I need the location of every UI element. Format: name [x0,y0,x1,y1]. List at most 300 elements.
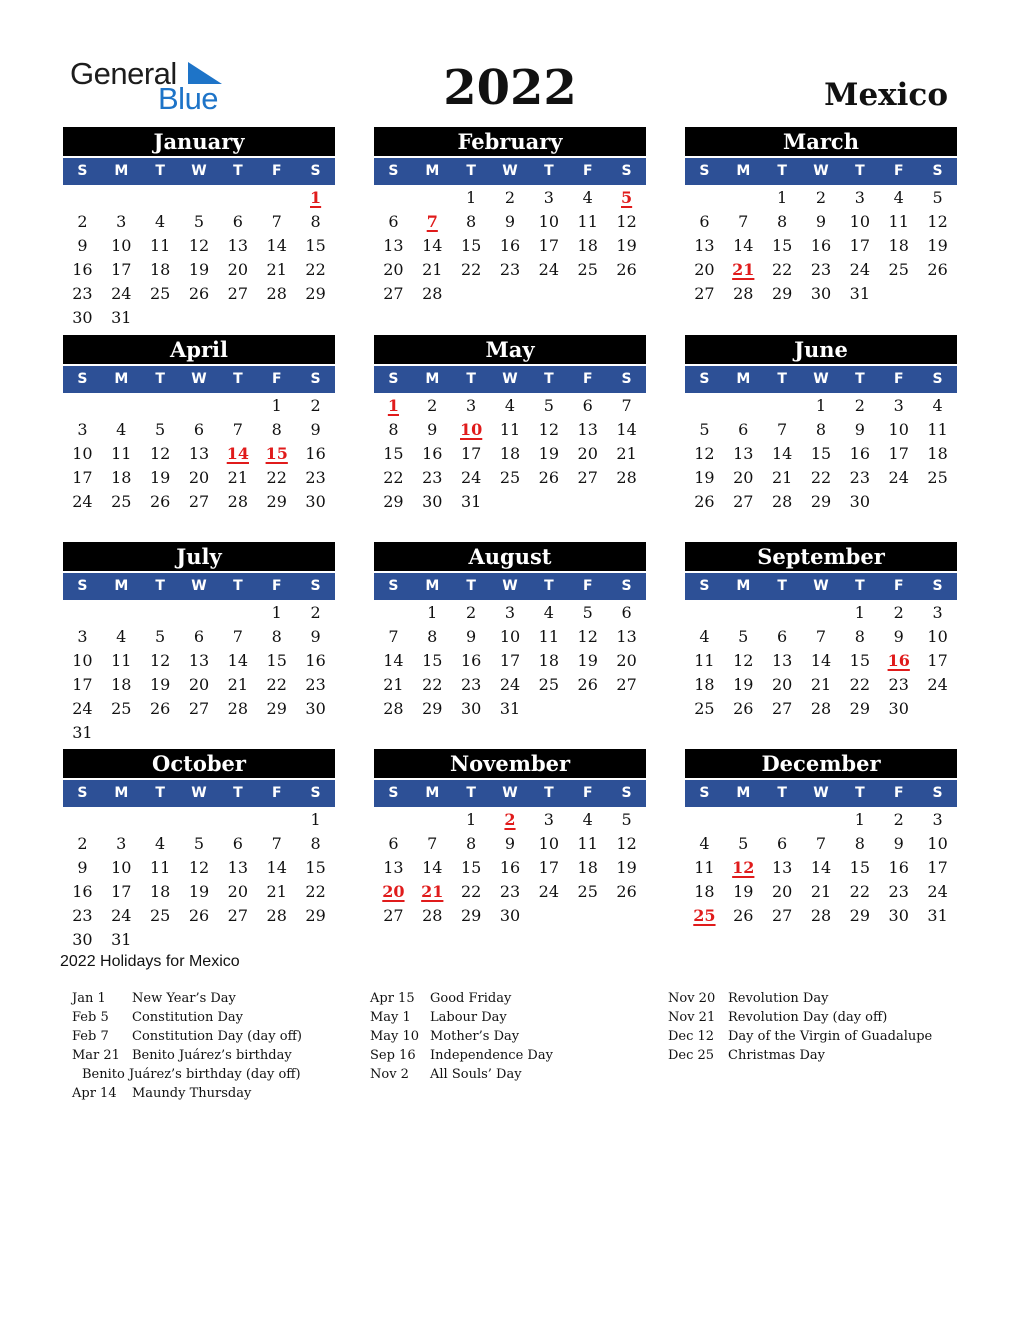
day-cell: 1 [427,603,438,622]
holiday-row [72,1008,372,1027]
day-cell: 11 [499,420,521,439]
day-cell: 11 [577,834,598,853]
holiday-day-cell: 16 [887,651,910,670]
day-cell: 27 [383,906,404,925]
holiday-name: Benito Juárez’s birthday (day off) [82,1067,301,1082]
day-cell: 8 [854,627,865,646]
day-cell: 15 [810,444,832,463]
weekday-header [374,158,646,185]
month-title: February [374,127,646,156]
day-cell: 23 [888,675,909,694]
weekday-label: W [502,371,518,387]
day-cell: 17 [499,651,521,670]
holiday-name: New Year’s Day [132,991,236,1006]
day-cell: 11 [111,444,132,463]
day-cell: 14 [227,651,249,670]
day-cell: 15 [460,236,482,255]
weekday-label: W [502,785,518,801]
day-cell: 20 [227,260,249,279]
day-cell: 22 [460,882,482,901]
day-cell: 28 [422,906,443,925]
day-cell: 16 [499,236,521,255]
day-cell: 7 [427,834,438,853]
holiday-row [72,989,372,1008]
day-cell: 28 [383,699,404,718]
month-title: June [685,335,957,364]
day-cell: 23 [499,882,521,901]
weekday-label: M [114,578,129,594]
day-cell: 24 [111,906,132,925]
holiday-date: May 10 [370,1029,420,1044]
day-cell: 5 [738,834,749,853]
day-cell: 14 [733,236,754,255]
month-september [685,542,957,721]
day-cell: 23 [499,260,521,279]
holiday-column [72,989,372,1103]
weekday-label: T [466,163,476,179]
day-cell: 20 [188,675,210,694]
day-cell: 28 [733,284,754,303]
day-cell: 18 [111,468,132,487]
weekday-label: T [233,371,243,387]
day-cell: 17 [888,444,909,463]
day-cell: 16 [72,882,93,901]
weekday-label: F [582,163,593,179]
day-cell: 6 [232,834,243,853]
day-cell: 26 [577,675,598,694]
day-cell: 9 [77,236,88,255]
day-cell: 12 [616,212,637,231]
weekday-header [374,366,646,393]
day-cell: 5 [193,834,205,853]
day-cell: 31 [927,906,948,925]
month-may [374,335,646,514]
day-cell: 20 [577,444,598,463]
day-cell: 7 [815,627,827,646]
holiday-date: Feb 5 [72,1010,109,1025]
day-cell: 8 [310,212,321,231]
day-cell: 13 [771,651,793,670]
day-cell: 19 [616,236,637,255]
weekday-label: M [114,371,129,387]
day-cell: 14 [616,420,637,439]
day-cell: 4 [893,188,904,207]
empty-cell [374,601,413,625]
day-cell: 18 [149,260,171,279]
day-cell: 3 [77,420,88,439]
day-cell: 22 [460,260,482,279]
day-cell: 18 [577,236,598,255]
day-grid [374,186,646,306]
weekday-label: S [932,785,943,801]
weekday-header [374,573,646,600]
holiday-name: Mother’s Day [430,1029,520,1044]
day-cell: 30 [422,492,443,511]
day-cell: 4 [932,396,943,415]
day-cell: 10 [538,834,560,853]
day-cell: 4 [543,603,554,622]
day-cell: 21 [810,882,832,901]
day-cell: 15 [771,236,793,255]
weekday-label: F [582,371,593,387]
month-december [685,749,957,928]
day-cell: 9 [427,420,438,439]
day-cell: 12 [733,651,754,670]
empty-cell [141,394,180,418]
day-cell: 21 [422,260,443,279]
weekday-label: T [155,371,165,387]
weekday-label: W [813,785,829,801]
holiday-name: Constitution Day (day off) [132,1029,302,1044]
day-cell: 2 [815,188,827,207]
day-cell: 19 [733,882,754,901]
empty-cell [102,186,141,210]
day-cell: 26 [733,906,754,925]
day-cell: 12 [577,627,598,646]
empty-cell [724,186,763,210]
day-cell: 16 [460,651,482,670]
day-grid [63,808,335,952]
empty-cell [218,186,257,210]
day-cell: 2 [310,396,321,415]
empty-cell [413,186,452,210]
day-cell: 5 [582,603,593,622]
day-cell: 3 [932,603,943,622]
day-cell: 7 [232,420,243,439]
weekday-label: S [77,371,88,387]
day-grid [685,394,957,514]
empty-cell [374,186,413,210]
day-cell: 11 [694,858,715,877]
day-cell: 29 [305,906,326,925]
day-cell: 10 [499,627,521,646]
day-cell: 3 [543,188,554,207]
day-cell: 8 [271,420,282,439]
day-cell: 25 [499,468,521,487]
weekday-label: M [736,163,751,179]
day-cell: 27 [733,492,754,511]
day-cell: 25 [694,699,715,718]
month-title: August [374,542,646,571]
month-title: July [63,542,335,571]
holiday-row [370,1027,670,1046]
holiday-date: Nov 21 [668,1010,716,1025]
day-cell: 14 [422,236,443,255]
day-cell: 20 [383,260,404,279]
day-cell: 6 [388,212,399,231]
day-cell: 30 [849,492,871,511]
weekday-header [63,573,335,600]
holiday-date: Apr 14 [72,1086,117,1101]
day-cell: 30 [72,930,93,949]
holiday-row [72,1065,372,1084]
weekday-label: W [191,163,207,179]
day-cell: 15 [460,858,482,877]
day-cell: 17 [72,675,93,694]
day-cell: 30 [888,906,909,925]
holiday-row [370,989,670,1008]
day-cell: 16 [810,236,832,255]
day-cell: 2 [893,810,904,829]
day-cell: 4 [116,627,127,646]
day-cell: 3 [543,810,554,829]
day-cell: 18 [694,675,715,694]
day-cell: 5 [543,396,554,415]
weekday-label: S [699,578,710,594]
day-cell: 28 [810,906,832,925]
holiday-date: Dec 12 [668,1029,715,1044]
day-cell: 13 [188,651,210,670]
day-cell: 20 [771,882,793,901]
weekday-label: M [425,371,440,387]
weekday-header [63,780,335,807]
day-cell: 12 [694,444,715,463]
day-cell: 16 [849,444,871,463]
empty-cell [685,186,724,210]
day-cell: 8 [388,420,399,439]
day-cell: 22 [266,468,287,487]
weekday-label: S [621,163,632,179]
day-cell: 14 [810,651,832,670]
day-cell: 18 [149,882,171,901]
month-title: October [63,749,335,778]
weekday-header [685,158,957,185]
empty-cell [218,601,257,625]
holiday-name: Good Friday [430,991,512,1006]
month-october [63,749,335,952]
day-cell: 18 [499,444,521,463]
day-cell: 28 [266,906,287,925]
empty-cell [180,186,219,210]
day-grid [374,394,646,514]
day-cell: 7 [621,396,632,415]
day-cell: 2 [893,603,904,622]
day-cell: 18 [538,651,560,670]
weekday-label: S [388,371,399,387]
weekday-label: T [233,578,243,594]
day-cell: 12 [149,651,171,670]
weekday-header [63,158,335,185]
day-cell: 24 [460,468,482,487]
weekday-label: T [544,371,554,387]
day-grid [374,808,646,928]
day-cell: 17 [111,260,132,279]
holiday-date: Nov 20 [668,991,716,1006]
weekday-label: S [388,785,399,801]
day-cell: 7 [388,627,399,646]
day-cell: 23 [888,882,909,901]
day-cell: 1 [777,188,788,207]
weekday-label: T [544,163,554,179]
day-cell: 23 [810,260,832,279]
month-title: November [374,749,646,778]
day-cell: 9 [893,834,904,853]
day-cell: 29 [305,284,326,303]
day-cell: 17 [927,858,948,877]
day-cell: 10 [927,834,948,853]
day-cell: 13 [383,858,404,877]
month-november [374,749,646,928]
day-cell: 3 [77,627,88,646]
day-cell: 13 [227,858,249,877]
month-february [374,127,646,306]
day-cell: 21 [810,675,832,694]
day-cell: 22 [422,675,443,694]
day-cell: 14 [771,444,793,463]
holiday-row [668,1046,968,1065]
day-cell: 22 [810,468,832,487]
day-cell: 9 [504,834,516,853]
day-cell: 17 [460,444,482,463]
weekday-label: M [425,578,440,594]
day-cell: 15 [266,651,287,670]
day-cell: 10 [849,212,871,231]
day-cell: 14 [266,236,287,255]
weekday-label: W [502,578,518,594]
day-cell: 21 [383,675,404,694]
day-cell: 3 [893,396,904,415]
month-july [63,542,335,745]
day-cell: 5 [621,810,632,829]
day-cell: 2 [427,396,438,415]
logo-text-blue: Blue [158,81,219,116]
day-grid [685,186,957,306]
day-cell: 20 [188,468,210,487]
day-cell: 1 [815,396,827,415]
day-cell: 7 [777,420,788,439]
day-cell: 13 [733,444,754,463]
day-cell: 17 [927,651,948,670]
day-cell: 27 [577,468,598,487]
weekday-label: S [77,163,88,179]
month-january [63,127,335,330]
day-cell: 19 [188,882,210,901]
day-cell: 13 [383,236,404,255]
day-cell: 13 [771,858,793,877]
day-cell: 27 [227,284,249,303]
day-cell: 14 [383,651,404,670]
day-cell: 6 [193,627,205,646]
day-cell: 8 [854,834,865,853]
day-cell: 27 [227,906,249,925]
day-cell: 29 [771,284,793,303]
day-cell: 14 [266,858,287,877]
day-cell: 1 [854,810,865,829]
day-cell: 29 [849,699,871,718]
day-cell: 8 [815,420,827,439]
day-cell: 2 [854,396,865,415]
day-cell: 6 [388,834,399,853]
day-cell: 23 [72,906,93,925]
day-cell: 27 [383,284,404,303]
day-cell: 10 [888,420,909,439]
holiday-name: Benito Juárez’s birthday [132,1048,292,1063]
day-cell: 6 [699,212,710,231]
day-cell: 23 [460,675,482,694]
day-cell: 6 [777,834,788,853]
weekday-label: W [191,371,207,387]
day-grid [685,601,957,721]
holiday-name: Maundy Thursday [132,1086,252,1101]
day-cell: 13 [616,627,637,646]
day-cell: 7 [232,627,243,646]
holiday-date: Nov 2 [370,1067,409,1082]
weekday-label: S [621,578,632,594]
holiday-day-cell: 2 [504,810,516,829]
day-cell: 10 [111,236,132,255]
day-cell: 26 [616,260,637,279]
day-cell: 2 [77,212,88,231]
weekday-label: F [271,785,282,801]
day-cell: 9 [310,420,321,439]
day-cell: 1 [854,603,865,622]
day-cell: 8 [271,627,282,646]
day-cell: 21 [266,882,287,901]
weekday-label: T [855,371,865,387]
holiday-date: Sep 16 [370,1048,416,1063]
day-cell: 13 [227,236,249,255]
day-cell: 8 [777,212,788,231]
holiday-row [668,1008,968,1027]
month-march [685,127,957,306]
holiday-day-cell: 12 [732,858,755,877]
day-cell: 26 [188,906,210,925]
day-cell: 6 [193,420,205,439]
day-cell: 22 [305,260,326,279]
empty-cell [218,808,257,832]
holiday-date: Mar 21 [72,1048,120,1063]
weekday-label: T [544,578,554,594]
day-cell: 23 [849,468,871,487]
weekday-label: T [155,163,165,179]
day-cell: 3 [116,212,127,231]
day-cell: 27 [188,492,210,511]
day-cell: 12 [188,858,210,877]
holiday-column [668,989,968,1065]
day-cell: 24 [538,260,560,279]
day-cell: 1 [271,603,282,622]
day-cell: 1 [466,188,477,207]
weekday-label: F [271,163,282,179]
day-cell: 3 [504,603,516,622]
day-cell: 22 [305,882,326,901]
day-cell: 19 [577,651,598,670]
day-cell: 14 [810,858,832,877]
day-cell: 4 [155,834,166,853]
day-cell: 8 [427,627,438,646]
weekday-label: T [777,371,787,387]
holiday-day-cell: 20 [382,882,405,901]
month-june [685,335,957,514]
weekday-label: F [893,578,904,594]
day-cell: 18 [577,858,598,877]
empty-cell [102,601,141,625]
day-cell: 1 [466,810,477,829]
holiday-row [370,1046,670,1065]
day-cell: 1 [310,810,321,829]
day-cell: 25 [888,260,909,279]
holiday-name: All Souls’ Day [430,1067,522,1082]
weekday-label: T [466,785,476,801]
weekday-label: W [813,163,829,179]
day-grid [63,601,335,745]
day-cell: 24 [72,699,93,718]
day-cell: 8 [466,212,477,231]
weekday-label: F [893,371,904,387]
day-cell: 20 [733,468,754,487]
weekday-label: M [114,163,129,179]
day-cell: 31 [849,284,871,303]
